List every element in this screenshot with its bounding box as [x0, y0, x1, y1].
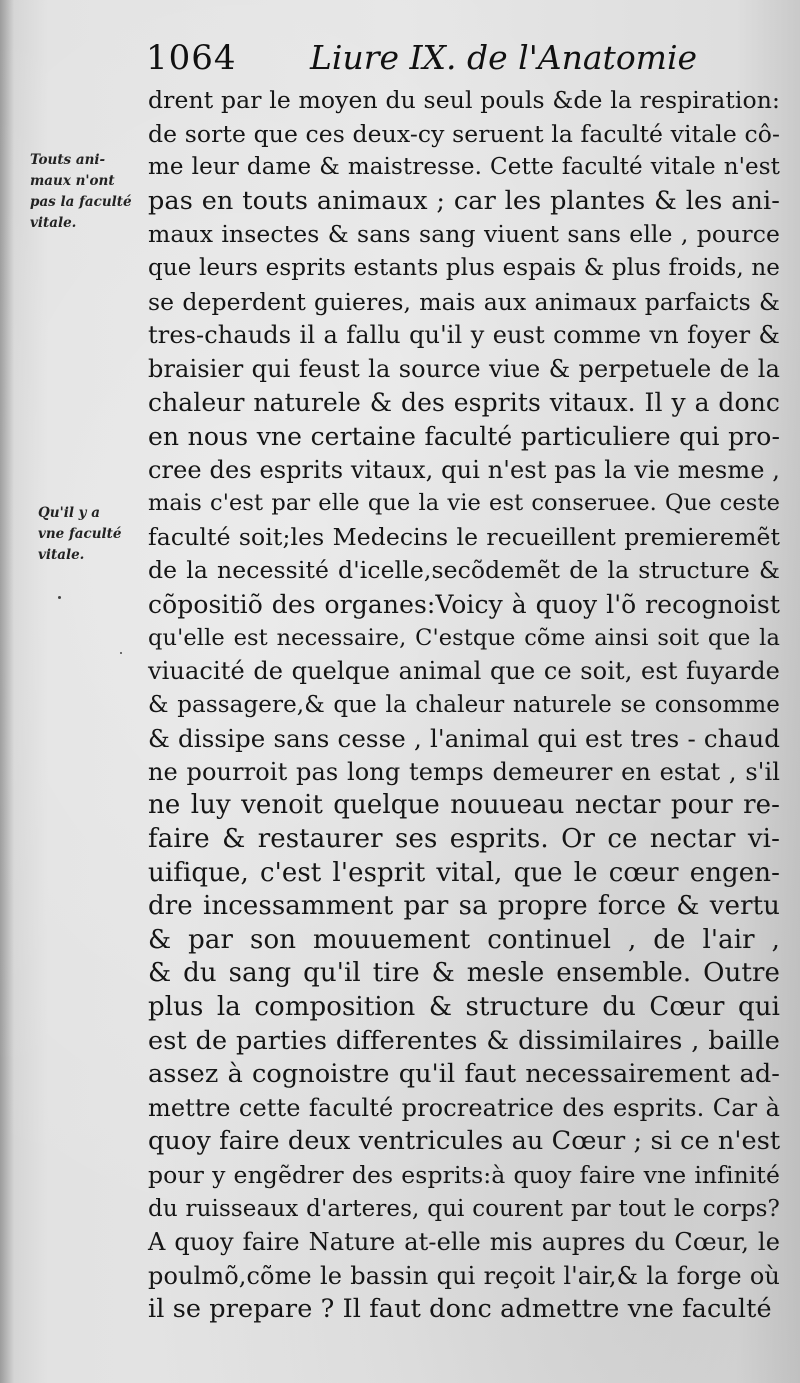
- text-line: quoy faire deux ventricules au Cœur ; si ce n'est: [148, 1126, 781, 1157]
- margin-note-line: maux n'ont: [30, 173, 115, 189]
- text-line: braisier qui feust la source viue & perpetuele de la: [148, 354, 780, 383]
- text-line: & par son mouuement continuel , de l'air ,: [148, 924, 780, 955]
- text-line: & passagere,& que la chaleur naturele se consomme: [148, 691, 780, 718]
- text-line: & du sang qu'il tire & mesle ensemble. Outre: [148, 958, 780, 989]
- text-line: mais c'est par elle que la vie est conseruee. Que ceste: [148, 490, 780, 517]
- text-line: il se prepare ? Il faut donc admettre vne faculté: [148, 1294, 772, 1325]
- text-line: maux insectes & sans sang viuent sans elle , pource: [148, 220, 780, 249]
- text-line: que leurs esprits estants plus espais & plus froids, ne: [148, 254, 780, 281]
- text-line: plus la composition & structure du Cœur qui: [148, 992, 780, 1023]
- margin-note-faculte-vitale: [38, 503, 156, 566]
- page-number: 1064: [146, 38, 237, 78]
- margin-note-line: Touts ani-: [30, 152, 106, 168]
- text-line: uifique, c'est l'esprit vital, que le cœur engen-: [148, 857, 780, 888]
- text-line: en nous vne certaine faculté particuliere qui pro-: [148, 421, 780, 451]
- text-line: & dissipe sans cesse , l'animal qui est tres - chaud: [148, 724, 780, 754]
- text-line: est de parties differentes & dissimilaires , baille: [148, 1025, 780, 1056]
- binding-shadow: [0, 0, 14, 1383]
- text-line: pour y engẽdrer des esprits:à quoy faire vne infinité: [148, 1161, 780, 1189]
- margin-note-line: pas la faculté: [30, 194, 132, 210]
- text-line: se deperdent guieres, mais aux animaux parfaicts &: [148, 287, 780, 316]
- text-line: faire & restaurer ses esprits. Or ce nectar vi-: [148, 824, 780, 855]
- margin-note-line: vitale.: [30, 215, 77, 231]
- text-line: dre incessamment par sa propre force & vertu: [148, 891, 780, 922]
- text-line: de la necessité d'icelle,secõdemẽt de la structure &: [148, 556, 780, 585]
- text-line: chaleur naturele & des esprits vitaux. Il y a donc: [148, 388, 780, 418]
- body-text: [148, 84, 780, 1327]
- page-header: [146, 38, 786, 88]
- text-line: viuacité de quelque animal que ce soit, est fuyarde: [148, 657, 780, 686]
- text-line: A quoy faire Nature at-elle mis aupres du Cœur, le: [148, 1228, 780, 1257]
- text-line: du ruisseaux d'arteres, qui courent par tout le corps?: [148, 1195, 780, 1222]
- text-line: mettre cette faculté procreatrice des esprits. Car à: [148, 1093, 780, 1122]
- text-line: de sorte que ces deux-cy seruent la faculté vitale cô-: [148, 119, 781, 148]
- running-title: Liure IX. de l'Anatomie: [310, 38, 698, 77]
- margin-note-touts-animaux: [30, 150, 148, 234]
- margin-note-line: vitale.: [38, 547, 85, 563]
- text-line: ne luy venoit quelque nouueau nectar pour re-: [148, 790, 780, 821]
- ink-speck: [120, 652, 122, 654]
- margin-note-line: Qu'il y a: [38, 505, 100, 521]
- text-line: tres-chauds il a fallu qu'il y eust comme vn foyer &: [148, 321, 780, 350]
- text-line: assez à cognoistre qu'il faut necessairement ad-: [148, 1059, 780, 1090]
- text-line: drent par le moyen du seul pouls &de la respiration:: [148, 86, 780, 114]
- text-line: ne pourroit pas long temps demeurer en estat , s'il: [148, 757, 780, 786]
- text-line: faculté soit;les Medecins le recueillent premieremẽt: [148, 522, 780, 551]
- text-line: cõpositiõ des organes:Voicy à quoy l'õ recognoist: [148, 589, 780, 619]
- text-line: qu'elle est necessaire, C'estque cõme ainsi soit que la: [148, 624, 780, 651]
- text-line: me leur dame & maistresse. Cette faculté vitale n'est: [148, 154, 780, 181]
- text-line: pas en touts animaux ; car les plantes & les ani-: [148, 185, 780, 216]
- margin-note-line: vne faculté: [38, 526, 122, 542]
- ink-speck: [58, 596, 61, 599]
- text-line: poulmõ,cõme le bassin qui reçoit l'air,& la forge où: [148, 1261, 780, 1290]
- text-line: cree des esprits vitaux, qui n'est pas la vie mesme ,: [148, 455, 780, 484]
